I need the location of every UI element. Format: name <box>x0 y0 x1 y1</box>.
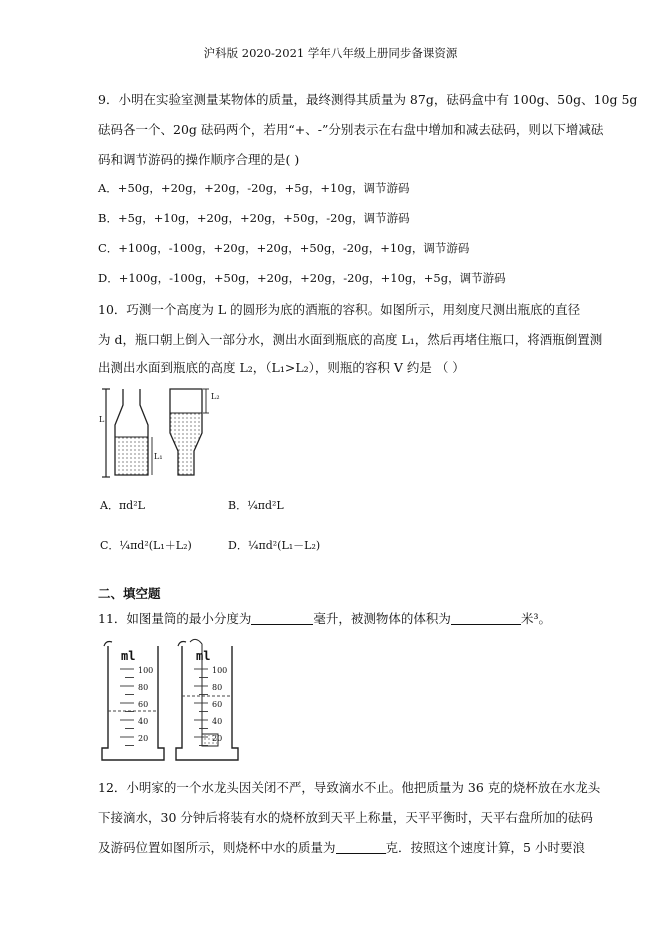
q9-line2: 砝码各一个、20g 砝码两个，若用“+、-”分别表示在右盘中增加和减去砝码，则以下增减砝 <box>98 122 604 137</box>
q12-text-pre: 及游码位置如图所示，则烧杯中水的质量为 <box>98 840 336 855</box>
c2-tick-60: 60 <box>212 700 223 709</box>
q9-line3: 码和调节游码的操作顺序合理的是( ) <box>98 152 300 167</box>
c2-tick-80: 80 <box>212 683 223 692</box>
q10-option-a[interactable]: A．πd²L <box>100 499 145 512</box>
q11-text-pre: 11．如图量筒的最小分度为 <box>98 611 252 626</box>
fig-label-l2: L₂ <box>211 392 220 401</box>
cylinder2-unit: ml <box>196 649 211 663</box>
c1-tick-80: 80 <box>138 683 149 692</box>
q11-text-post: 米³。 <box>520 611 551 626</box>
q9-line1: 9．小明在实验室测量某物体的质量，最终测得其质量为 87g，砝码盒中有 100g、50g、10g 5g <box>98 92 638 107</box>
q10-line2: 为 d，瓶口朝上倒入一部分水，测出水面到瓶底的高度 L₁，然后再堵住瓶口，将酒瓶倒置测 <box>98 332 603 347</box>
c2-tick-20: 20 <box>212 734 223 743</box>
q12-line2: 下接滴水，30 分钟后将装有水的烧杯放到天平上称量，天平平衡时，天平右盘所加的砝码 <box>98 810 593 825</box>
q9-option-c[interactable]: C．+100g，-100g，+20g，+20g，+50g，-20g，+10g，调节游码 <box>98 241 470 255</box>
section-title: 二、填空题 <box>98 586 161 601</box>
q10-option-c[interactable]: C．¼πd²(L₁＋L₂) <box>100 539 192 552</box>
q10-option-d[interactable]: D．¼πd²(L₁－L₂) <box>228 539 321 552</box>
c2-tick-100: 100 <box>212 666 228 675</box>
cylinder1-unit: ml <box>121 649 136 663</box>
fig-label-l: L <box>99 415 105 424</box>
c1-tick-40: 40 <box>138 717 149 726</box>
c1-tick-20: 20 <box>138 734 149 743</box>
q11-blank-2[interactable] <box>451 612 521 625</box>
q9-option-d[interactable]: D．+100g，-100g，+50g，+20g，+20g，-20g，+10g，+5g，调节游码 <box>98 271 506 285</box>
q9-option-a[interactable]: A．+50g，+20g，+20g，-20g，+5g，+10g，调节游码 <box>98 181 410 195</box>
c2-tick-40: 40 <box>212 717 223 726</box>
q10-option-b[interactable]: B．¼πd²L <box>228 499 284 512</box>
q10-line3: 出测出水面到瓶底的高度 L₂，（L₁>L₂），则瓶的容积 V 约是 （ ） <box>98 360 465 375</box>
q12-blank[interactable] <box>336 841 386 854</box>
c1-tick-60: 60 <box>138 700 149 709</box>
bottle-figure <box>98 385 228 480</box>
q9-option-b[interactable]: B．+5g，+10g，+20g，+20g，+50g，-20g，调节游码 <box>98 211 410 225</box>
page-header: 沪科版 2020-2021 学年八年级上册同步备课资源 <box>203 46 458 60</box>
q12-text-post: 克．按照这个速度计算，5 小时要浪 <box>385 840 585 855</box>
q12-line3 <box>98 838 585 856</box>
q12-line1: 12．小明家的一个水龙头因关闭不严，导致滴水不止。他把质量为 36 克的烧杯放在水龙头 <box>98 780 601 795</box>
c1-tick-100: 100 <box>138 666 154 675</box>
fig-label-l1: L₁ <box>154 452 163 461</box>
q11-text-mid: 毫升，被测物体的体积为 <box>313 611 451 626</box>
q11-line <box>98 609 551 627</box>
q11-blank-1[interactable] <box>251 612 313 625</box>
q10-line1: 10．巧测一个高度为 L 的圆形为底的酒瓶的容积。如图所示，用刻度尺测出瓶底的直径 <box>98 302 581 317</box>
